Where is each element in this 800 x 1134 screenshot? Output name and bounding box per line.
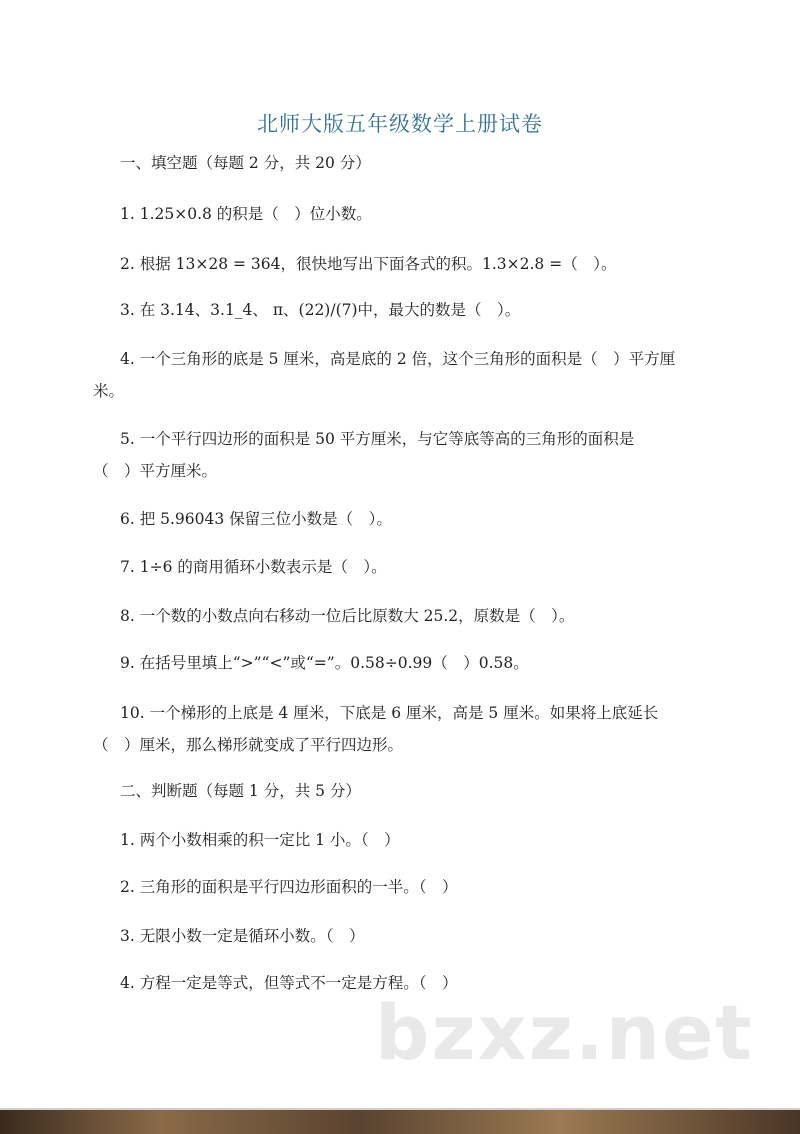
- section1-question-9: 9. 在括号里填上“>”“<”或“=”。0.58÷0.99（ ）0.58。: [120, 654, 529, 672]
- section1-question-5-cont: （ ）平方厘米。: [93, 462, 218, 480]
- section2-question-1: 1. 两个小数相乘的积一定比 1 小。（ ）: [120, 831, 400, 849]
- watermark: bzxz.net: [375, 988, 754, 1077]
- section2-question-2: 2. 三角形的面积是平行四边形面积的一半。（ ）: [120, 878, 458, 896]
- section1-question-6: 6. 把 5.96043 保留三位小数是（ ）。: [120, 510, 392, 528]
- section1-question-7: 7. 1÷6 的商用循环小数表示是（ ）。: [120, 558, 387, 576]
- section2-heading: 二、判断题（每题 1 分，共 5 分）: [120, 782, 361, 800]
- section1-question-3: 3. 在 3.14、3.1_4、 π、(22)/(7)中，最大的数是（ ）。: [120, 301, 521, 319]
- section1-question-5: 5. 一个平行四边形的面积是 50 平方厘米，与它等底等高的三角形的面积是: [120, 430, 635, 448]
- section1-heading: 一、填空题（每题 2 分，共 20 分）: [120, 154, 371, 172]
- background-strip: [0, 1110, 800, 1134]
- section1-question-10: 10. 一个梯形的上底是 4 厘米，下底是 6 厘米，高是 5 厘米。如果将上底延长: [120, 704, 659, 722]
- page-title: 北师大版五年级数学上册试卷: [257, 112, 543, 136]
- section1-question-1: 1. 1.25×0.8 的积是（ ）位小数。: [120, 205, 372, 223]
- section2-question-3: 3. 无限小数一定是循环小数。（ ）: [120, 927, 365, 945]
- section2-question-4: 4. 方程一定是等式，但等式不一定是方程。（ ）: [120, 974, 458, 992]
- section1-question-8: 8. 一个数的小数点向右移动一位后比原数大 25.2，原数是（ ）。: [120, 607, 575, 625]
- section1-question-4: 4. 一个三角形的底是 5 厘米，高是底的 2 倍，这个三角形的面积是（ ）平方厘: [120, 350, 676, 368]
- section1-question-10-cont: （ ）厘米，那么梯形就变成了平行四边形。: [93, 736, 404, 754]
- section1-question-2: 2. 根据 13×28 = 364，很快地写出下面各式的积。1.3×2.8 =（ ）。: [120, 255, 617, 273]
- section1-question-4-cont: 米。: [93, 382, 125, 400]
